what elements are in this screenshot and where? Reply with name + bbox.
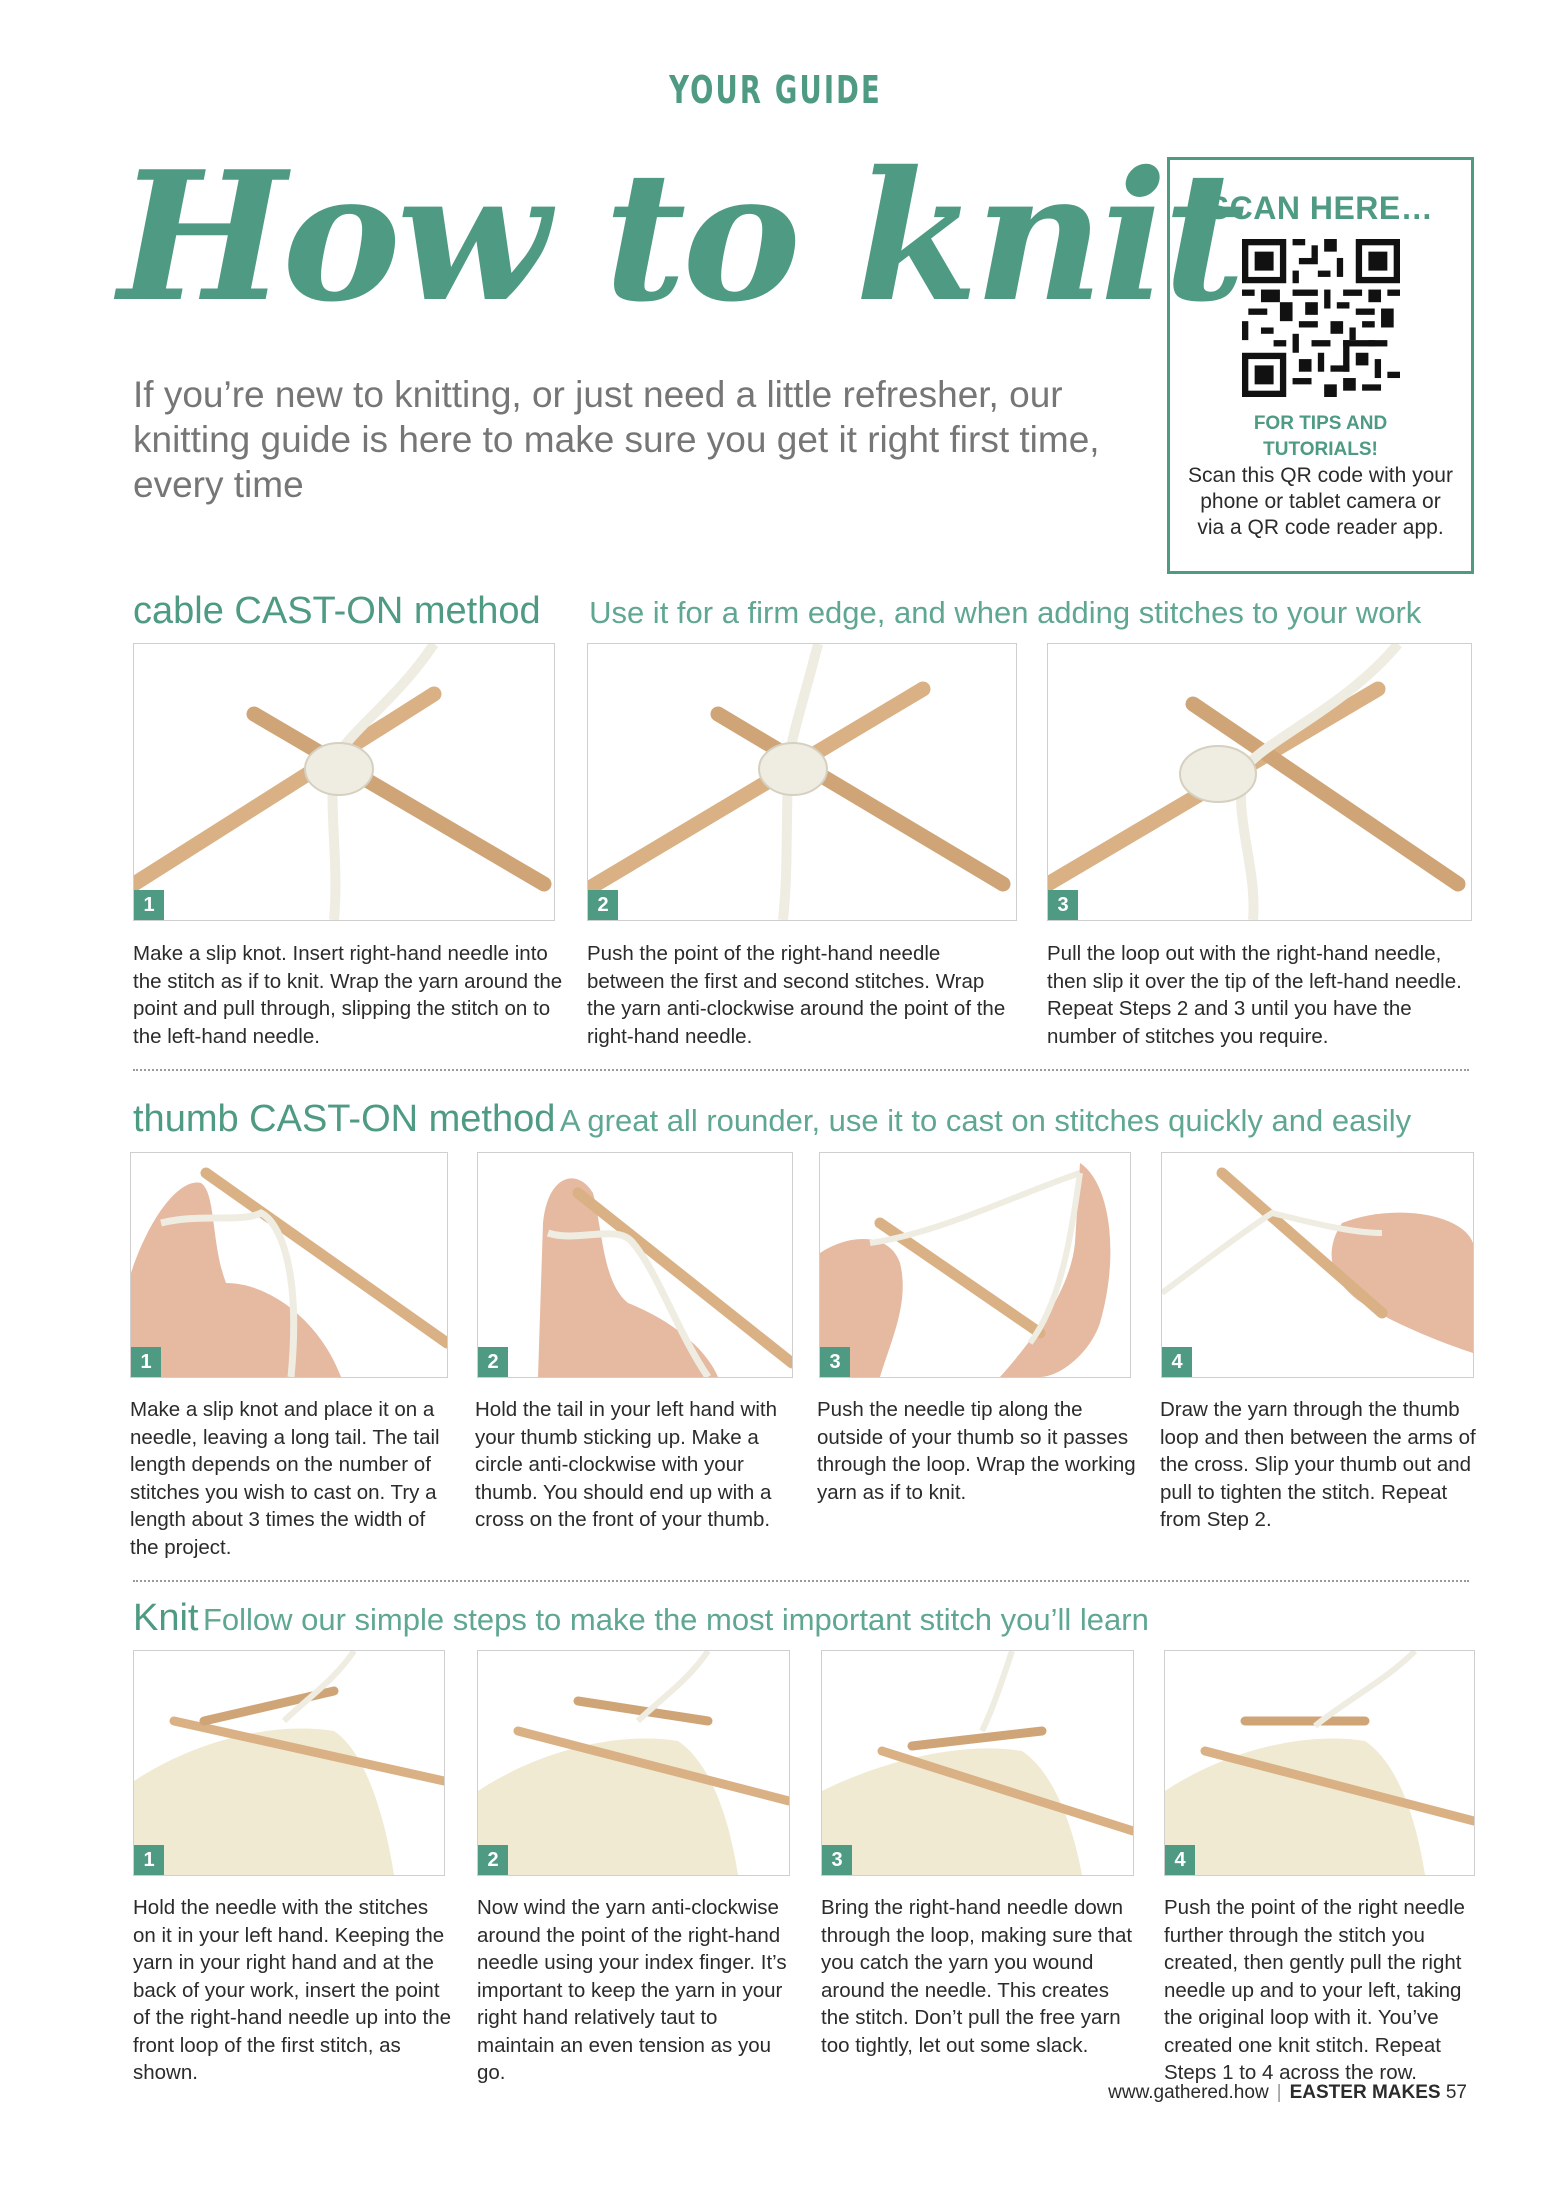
thumb-step-1-number: 1 <box>131 1347 161 1377</box>
thumb-step-4-photo <box>1161 1152 1474 1378</box>
knit-section-heading <box>133 1597 1149 1640</box>
scan-title: SCAN HERE… <box>1207 190 1434 226</box>
thumb-section-heading <box>133 1098 1411 1141</box>
knit-step-4-text: Push the point of the right needle further through the stitch you created, then gently pull the right needle up and to your left, taking the original loop with it. You’ve created one knit stitch. Repeat Steps 1 to 4 across the row. <box>1164 1896 1465 2084</box>
page-number: 57 <box>1445 2082 1467 2103</box>
knit-step-3-photo <box>821 1650 1134 1876</box>
footer-url[interactable]: www.gathered.how <box>1108 2082 1269 2103</box>
knit-step-1-photo <box>133 1650 445 1876</box>
thumb-step-3-photo <box>819 1152 1131 1378</box>
thumb-step-3-number: 3 <box>820 1347 850 1377</box>
intro-text: If you’re new to knitting, or just need a little refresher, our knitting guide is here to make sure you get it right first time, every time <box>133 374 1100 505</box>
knit-step-2-text: Now wind the yarn anti-clockwise around the point of the right-hand needle using your index finger. It’s important to keep the yarn in your right hand relatively taut to maintain an even tension as you go. <box>477 1896 787 2084</box>
section-divider <box>133 1580 1469 1582</box>
cable-subheading: Use it for a firm edge, and when adding stitches to your work <box>589 595 1422 630</box>
thumb-step-2-text: Hold the tail in your left hand with your thumb sticking up. Make a circle anti-clockwise with your thumb. You should end up with a cross on the front of your thumb. <box>475 1398 777 1531</box>
cable-step-2-number: 2 <box>588 890 618 920</box>
thumb-step-4-number: 4 <box>1162 1347 1192 1377</box>
knit-step-3-number: 3 <box>822 1845 852 1875</box>
scan-subtitle-line1: FOR TIPS AND <box>1253 413 1388 434</box>
scan-subtitle <box>1170 411 1471 463</box>
cable-step-2-photo <box>587 643 1017 921</box>
knit-step-2-number: 2 <box>478 1845 508 1875</box>
page-footer <box>1108 2082 1467 2104</box>
knit-step-3-text: Bring the right-hand needle down through the loop, making sure that you catch the yarn you wound around the needle. This creates the stitch. Don’t pull the free yarn too tightly, let out some slack. <box>821 1896 1133 2057</box>
cable-step-2-text: Push the point of the right-hand needle between the first and second stitches. Wrap the yarn anti-clockwise around the point of the right-hand needle. <box>587 942 1006 1048</box>
cable-heading: cable CAST-ON method <box>133 590 541 632</box>
page-title: How to knit <box>118 132 1242 341</box>
footer-separator: | <box>1276 2082 1282 2103</box>
scan-subtitle-line2: TUTORIALS! <box>1263 439 1378 460</box>
knit-subheading: Follow our simple steps to make the most important stitch you’ll learn <box>202 1602 1149 1637</box>
thumb-heading: thumb CAST-ON method <box>133 1098 556 1140</box>
thumb-step-3-text: Push the needle tip along the outside of your thumb so it passes through the loop. Wrap the working yarn as if to knit. <box>817 1398 1136 1504</box>
knit-step-1-text: Hold the needle with the stitches on it in your left hand. Keeping the yarn in your right hand and at the back of your work, insert the point of the right-hand needle up into the front loop of the first stitch, as shown. <box>133 1896 451 2084</box>
thumb-step-2-number: 2 <box>478 1347 508 1377</box>
cable-step-3-photo <box>1047 643 1472 921</box>
cable-step-1-number: 1 <box>134 890 164 920</box>
cable-step-3-number: 3 <box>1048 890 1078 920</box>
knit-step-4-number: 4 <box>1165 1845 1195 1875</box>
qr-scan-box <box>1167 157 1474 574</box>
section-divider <box>133 1069 1469 1071</box>
section-kicker: YOUR GUIDE <box>669 68 882 112</box>
qr-code-icon[interactable] <box>1242 239 1400 397</box>
cable-section-heading <box>133 590 1421 633</box>
scan-instructions: Scan this QR code with your phone or tablet camera or via a QR code reader app. <box>1188 464 1453 539</box>
thumb-step-2-photo <box>477 1152 793 1378</box>
thumb-step-1-photo <box>130 1152 448 1378</box>
cable-step-3-text: Pull the loop out with the right-hand needle, then slip it over the tip of the left-hand needle. Repeat Steps 2 and 3 until you have the number of stitches you require. <box>1047 942 1462 1048</box>
footer-publication: EASTER MAKES <box>1289 2082 1441 2103</box>
thumb-subheading: A great all rounder, use it to cast on stitches quickly and easily <box>559 1103 1412 1138</box>
thumb-step-1-text: Make a slip knot and place it on a needle, leaving a long tail. The tail length depends on the number of stitches you wish to cast on. Try a length about 3 times the width of the project. <box>130 1398 440 1559</box>
thumb-step-4-text: Draw the yarn through the thumb loop and then between the arms of the cross. Slip your thumb out and pull to tighten the stitch. Repeat from Step 2. <box>1160 1398 1476 1531</box>
knit-step-4-photo <box>1164 1650 1475 1876</box>
knit-step-1-number: 1 <box>134 1845 164 1875</box>
knit-heading: Knit <box>133 1597 199 1639</box>
cable-step-1-photo <box>133 643 555 921</box>
knit-step-2-photo <box>477 1650 790 1876</box>
cable-step-1-text: Make a slip knot. Insert right-hand needle into the stitch as if to knit. Wrap the yarn around the point and pull through, slipping the stitch on to the left-hand needle. <box>133 942 563 1048</box>
